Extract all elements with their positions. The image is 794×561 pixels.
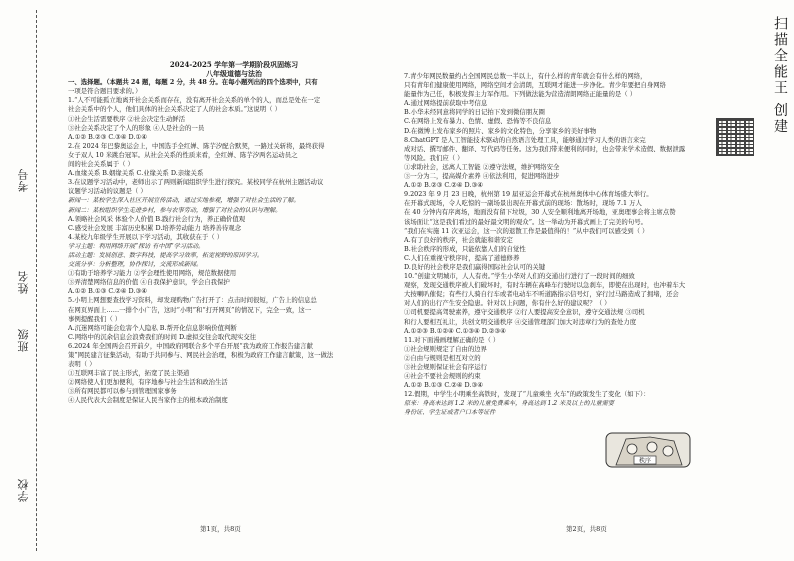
question-line: ③社会规则保证社会有序运行 bbox=[404, 363, 488, 371]
answer-options: A.①② B.②③ C.②④ D.③④ bbox=[404, 181, 483, 190]
binding-line bbox=[36, 10, 37, 551]
question-line: 11.对下面漫画理解正确的是（ ） bbox=[404, 335, 500, 344]
question-line: A.有了良好的秩序，社会就能和谐安定 bbox=[404, 235, 513, 244]
question-line: 社会关系中的个人，他们具体的社会关系决定了人的社会本质。”这说明（ ） bbox=[68, 105, 281, 114]
question-line: D.在微博上发布家乡的照片、家乡的文化特色，分享家乡的美好事物 bbox=[404, 126, 597, 135]
question-line: 能量作为己任，积极发挥主力军作用。下列做法能为营造清朗网络正能量的是（ ） bbox=[404, 90, 637, 99]
question-line: B.社会秩序的形成，只能依靠人们的自觉性 bbox=[404, 244, 526, 253]
question-line: C.在网络上发布暴力、色情、虚假、恐怖等不良信息 bbox=[404, 117, 552, 126]
binding-margin bbox=[0, 0, 52, 561]
question-line: ②自由与规则是相互对立的 bbox=[404, 353, 481, 362]
exam-number-label: 考号 bbox=[17, 168, 30, 192]
question-line: 在网页界面上……一排个小广告，这时“小明”和“打开网页”的情况下，完全一致，这一 bbox=[68, 305, 312, 314]
qr-code bbox=[716, 118, 754, 156]
question-line: 事例提醒我们（ ） bbox=[68, 314, 122, 323]
question-line: 策”网民建言征集活动，有助于共同参与、网民社会治理，积极为政府工作建言献策，这一做法 bbox=[68, 351, 334, 359]
question-line: 成对话、撰写邮件、翻译、写代码等任务。这为我们带来便利的同时，也会带来学术造假、数据泄露 bbox=[404, 144, 686, 153]
question-line: 1.“人不可能孤立地离开社会关系而存在，没有离开社会关系的单个的人，而总是处在一定 bbox=[68, 96, 321, 105]
question-line: 表明（ ） bbox=[68, 360, 96, 369]
question-line: ①社会生活需要秩序 ②社会决定生动鲜活 bbox=[68, 114, 186, 123]
right-page bbox=[404, 72, 704, 418]
question-line: ③社会关系决定了个人的形象 ④人是社会的一员 bbox=[68, 123, 205, 132]
answer-options: A.血缘关系 B.姻缘关系 C.业缘关系 D.亲缘关系 bbox=[68, 169, 204, 178]
question-line: 大按喇叭催促；有些行人骑自行车或者电动车不听道路指示信号灯，穿行过马路造成了拥堵，还会 bbox=[404, 290, 679, 299]
material-line: 活动主题：发展创意、数字科技，提高学习效率，拓宽视野的原因学习。 bbox=[68, 251, 263, 259]
question-line: ①司机要提高驾驶素养，遵守交通秩序 ②行人要提高安全意识，遵守交通法规 ③司机 bbox=[404, 308, 645, 317]
name-label: 姓名 bbox=[17, 270, 30, 294]
material-line: 学习主题：利用网络开展“探访 有中国”学习活动。 bbox=[68, 242, 205, 250]
question-line: ③弄清楚网络信息的价值 ④自我保护意识，学会自我保护 bbox=[68, 278, 230, 287]
material-line: 身份证、学生证或者户口本等证件 bbox=[404, 409, 496, 417]
material-line: 交流分享：分析整理，协作探讨，交流形成新闻。 bbox=[68, 261, 203, 269]
question-line: 该场面让“这是我们看过的最好最文明的观众”。这一举动为开幕式画上了完美的句号。 bbox=[404, 217, 647, 226]
question-line: ③所有网民都可以参与到管理国家事务 bbox=[68, 387, 177, 396]
question-line: 2.在 2024 年巴黎奥运会上，中国选手全红婵、陈芋汐配合默契，一路过关斩将，最终获得 bbox=[68, 141, 325, 150]
school-label: 学校 bbox=[17, 478, 30, 502]
order-cartoon bbox=[604, 425, 692, 471]
question-line: 等风险。我们应（ ） bbox=[404, 153, 464, 162]
question-line: 8.ChatGPT 是人工智能技术驱动的自然语言处理工具，能够通过学习人类的语言来完 bbox=[404, 135, 646, 144]
question-line: ①社会规则规定了自由的边界 bbox=[404, 344, 488, 353]
question-line: ①有助于培养学习能力 ②学会理性使用网络，规范数据使用 bbox=[68, 269, 237, 278]
question-line: 6.2024 年全国两会召开前夕，中国政府网联合多个平台开展“我为政府工作报告建言献 bbox=[68, 341, 313, 350]
question-line: 5.小明上网想要查找学习资料，却发现购物广告打开了：点击时间很短，广告上的信息总 bbox=[68, 296, 317, 305]
scanner-watermark: 扫描全能王 创建 bbox=[772, 16, 788, 135]
question-line: 议题学习活动的议题是（ ） bbox=[68, 187, 147, 196]
question-line: ③一分为二，提高媒介素养 ④依法利用，促进网络进步 bbox=[404, 172, 560, 181]
question-line: 对人们的出行产生安全隐患。针对以上问题，你有什么好的建议呢？（ ） bbox=[404, 299, 611, 308]
question-line: 和行人要相互礼让，共创文明交通秩序 ④交通管理部门加大对违章行为的查处力度 bbox=[404, 317, 637, 326]
question-line: 3.在议题学习活动中，老师出示了两则新闻组织学生进行探究。某校同学在杭州主题活动议 bbox=[68, 178, 324, 187]
question-line: 10.“创建文明城市，人人有责。”学生小华对人们的交通出行进行了一段时间的细致 bbox=[404, 272, 635, 281]
section-heading: 一、选择题。（本题共 24 题，每题 2 分，共 48 分。在每小题列出的四个选项中，只有 bbox=[68, 78, 318, 87]
cartoon-caption: 秩序 bbox=[638, 457, 652, 465]
question-line: 间的社会关系属于（ ） bbox=[68, 160, 134, 169]
question-line: ②网络使人们更加便利，有序地参与社会生活和政治生活 bbox=[68, 378, 228, 387]
question-line: ④人民代表大会制度是保证人民当家作主的根本政治制度 bbox=[68, 396, 228, 405]
answer-options: A.①② B.②③ C.③④ D.①④ bbox=[68, 132, 147, 141]
question-line: 9.2023 年 9 月 23 日晚，杭州第 19 届亚运会开幕式在杭州奥体中心体育场盛大举行。 bbox=[404, 190, 653, 199]
question-line: 12.假期，中学生小明乘坐高铁时，发现了“儿童乘坐 火车”的政策发生了变化（如下）： bbox=[404, 390, 650, 399]
answer-options: A.沉迷网络可能会危害个人隐私 B.帮开化信息影响价值判断 bbox=[68, 323, 237, 332]
answer-options: A.领略社会风采 体验个人价值 B.践行社会行为，养正确价值观 bbox=[68, 214, 246, 223]
answer-options: A.①② B.①③ C.②④ D.③④ bbox=[404, 381, 483, 390]
question-line: 一项是符合题目要求的。） bbox=[68, 87, 142, 96]
question-line: 观察，发现交通秩序被人们破坏时，有时车辆在高峰车行驶时以急刹车，即使在出现时，也冲着车大 bbox=[404, 281, 686, 290]
question-line: A.通过网络提前获取中考信息 bbox=[404, 99, 488, 108]
question-line: 在开幕式现场，令人吃惊的一副场景出现在开幕式前的现场：散场时，现场 7.1 万人 bbox=[404, 199, 642, 208]
news-item: 新闻一：某校学生深入社区开展宣传活动，通过实地参观，增强了对社会生活的了解。 bbox=[68, 197, 300, 205]
right-page-footer: 第2页，共8页 bbox=[566, 525, 607, 533]
news-item: 新闻二：某校组织学生走进乡村，参与农事劳动，增强了对社会的认识与理解。 bbox=[68, 206, 282, 214]
question-line: 女子双人 10 米跳台冠军。从社会关系的性质来看，全红婵、陈芋汐两名运动员之 bbox=[68, 150, 298, 159]
answer-options: A.①②③ B.①②④ C.①③④ D.②③④ bbox=[404, 326, 506, 335]
left-page bbox=[68, 60, 400, 406]
question-line: “我们在实施 11 次亚运会，这一次的退散工作是最值得的！”从中我们可以感受到（ ） bbox=[404, 226, 649, 235]
question-line: 在 40 分钟内有序离场，地面没有留下垃圾，30 人安全顺利地离开场地，亚奥理事会将主席点赞 bbox=[404, 208, 676, 217]
answer-options: A.①② B.①③ C.②④ D.③④ bbox=[68, 287, 147, 296]
answer-options: C.网络中的沉余信息会浪费我们的时间 D.虚拟交往会取代现实交往 bbox=[68, 332, 257, 341]
material-line: 原来：身高未达到 1.2 米的儿童免费乘车，身高达到 1.2 米及以上的儿童需要 bbox=[404, 400, 614, 408]
class-label: 班级 bbox=[17, 328, 30, 352]
question-line: ①求助社会，远离人工智能 ②遵守法规，维护网络安全 bbox=[404, 162, 560, 171]
question-line: 7.青少年网民数量约占全国网民总数一半以上，有什么样的青年就会有什么样的网络， bbox=[404, 72, 647, 80]
question-line: 只有青年们健康使用网络，网络空间才会清朗，互联网才能进一步净化。青少年要把自身网络 bbox=[404, 81, 667, 90]
question-line: ①互联网丰富了民主形式，拓宽了民主渠道 bbox=[68, 369, 190, 378]
question-line: ④社会不要社会规则的约束 bbox=[404, 372, 481, 381]
question-line: B.小华未经同意将同学的日记拍下发到微信朋友圈 bbox=[404, 108, 545, 117]
left-page-footer: 第1页，共8页 bbox=[200, 525, 241, 533]
question-line: C.人们在重视守秩序时，提高了道德修养 bbox=[404, 253, 520, 262]
question-line: 4.某校九年级学生开展以下学习活动，其收获在于（ ） bbox=[68, 232, 224, 241]
answer-options: C.感受社会发展 丰富历史积累 D.培养劳动能力 培养善待观念 bbox=[68, 223, 242, 232]
paper-title: 2024-2025 学年第一学期阶段巩固练习 bbox=[169, 60, 299, 69]
paper-subtitle: 八年级道德与法治 bbox=[206, 69, 262, 79]
question-line: D.良好的社会秩序是我们赢得国际社会认可的关键 bbox=[404, 262, 546, 271]
